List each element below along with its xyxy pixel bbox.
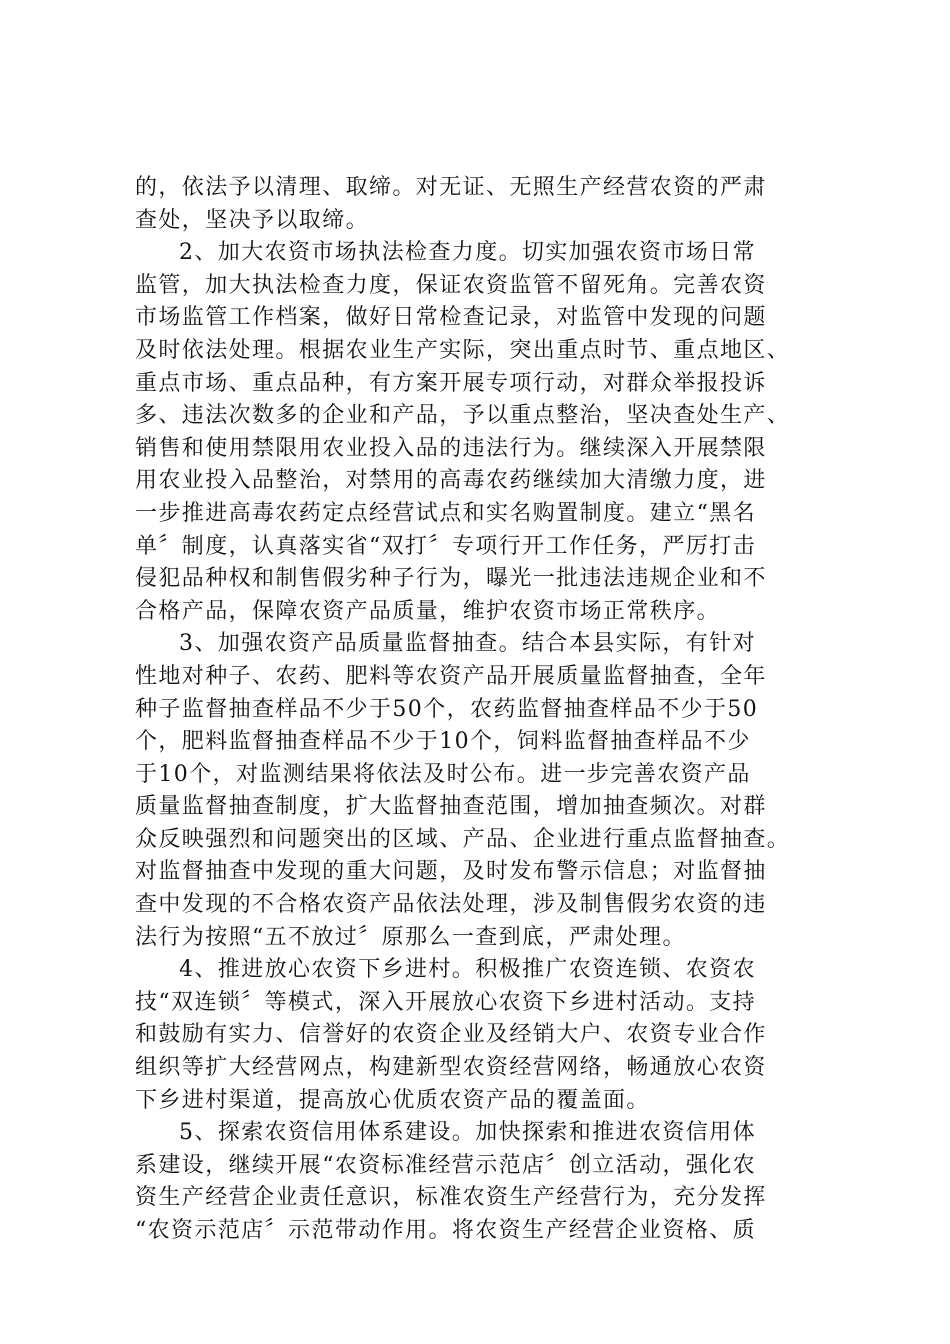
document-body bbox=[135, 172, 825, 1248]
text-line: 侵犯品种权和制售假劣种子行为，曝光一批违法违规企业和不 bbox=[135, 566, 767, 592]
text-line: 对监督抽查中发现的重大问题，及时发布警示信息；对监督抽 bbox=[135, 859, 767, 885]
section-5-heading-line: 5、探索农资信用体系建设。加快探索和推进农资信用体 bbox=[179, 1120, 756, 1146]
text-line: 用农业投入品整治，对禁用的高毒农药继续加大清缴力度，进 bbox=[135, 468, 767, 494]
text-line: 单〞制度，认真落实省“双打〞专项行开工作任务，严厉打击 bbox=[135, 533, 757, 559]
text-line: 种子监督抽查样品不少于50个，农药监督抽查样品不少于50 bbox=[135, 696, 759, 722]
text-line: 质量监督抽查制度，扩大监督抽查范围，增加抽查频次。对群 bbox=[135, 794, 767, 820]
text-line: 多、违法次数多的企业和产品，予以重点整治，坚决查处生产、 bbox=[135, 403, 791, 429]
text-line: 市场监管工作档案，做好日常检查记录，对监管中发现的问题 bbox=[135, 305, 767, 331]
text-line: 合格产品，保障农资产品质量，维护农资市场正常秩序。 bbox=[135, 598, 721, 624]
text-line: 查中发现的不合格农资产品依法处理，涉及制售假劣农资的违 bbox=[135, 892, 767, 918]
text-line: 个，肥料监督抽查样品不少于10个，饲料监督抽查样品不少 bbox=[135, 729, 751, 755]
text-line: 于10个，对监测结果将依法及时公布。进一步完善农资产品 bbox=[135, 761, 751, 787]
text-line: 系建设，继续开展“农资标准经营示范店〞创立活动，强化农 bbox=[135, 1152, 757, 1178]
text-line: 下乡进村渠道，提高放心优质农资产品的覆盖面。 bbox=[135, 1087, 650, 1113]
text-line: 性地对种子、农药、肥料等农资产品开展质量监督抽查，全年 bbox=[135, 663, 767, 689]
text-line: 资生产经营企业责任意识，标准农资生产经营行为，充分发挥 bbox=[135, 1185, 767, 1211]
text-line: 技“双连锁〞等模式，深入开展放心农资下乡进村活动。支持 bbox=[135, 989, 757, 1015]
text-line: 及时依法处理。根据农业生产实际，突出重点时节、重点地区、 bbox=[135, 337, 791, 363]
text-line: 重点市场、重点品种，有方案开展专项行动，对群众举报投诉 bbox=[135, 370, 767, 396]
text-line: 一步推进高毒农药定点经营试点和实名购置制度。建立“黑名 bbox=[135, 500, 757, 526]
text-line: 销售和使用禁限用农业投入品的违法行为。继续深入开展禁限 bbox=[135, 435, 767, 461]
text-line: “农资示范店〞示范带动作用。将农资生产经营企业资格、质 bbox=[135, 1218, 757, 1243]
section-4-heading-line: 4、推进放心农资下乡进村。积极推广农资连锁、农资农 bbox=[179, 957, 756, 983]
text-line: 法行为按照“五不放过〞原那么一查到底，严肃处理。 bbox=[135, 924, 686, 950]
section-3-heading-line: 3、加强农资产品质量监督抽查。结合本县实际，有针对 bbox=[179, 631, 756, 657]
text-line: 和鼓励有实力、信誉好的农资企业及经销大户、农资专业合作 bbox=[135, 1022, 767, 1048]
text-line: 的，依法予以清理、取缔。对无证、无照生产经营农资的严肃 bbox=[135, 175, 767, 200]
section-2-heading-line: 2、加大农资市场执法检查力度。切实加强农资市场日常 bbox=[179, 240, 756, 266]
text-line: 查处，坚决予以取缔。 bbox=[135, 207, 370, 233]
text-line: 组织等扩大经营网点，构建新型农资经营网络，畅通放心农资 bbox=[135, 1055, 767, 1081]
text-line: 众反映强烈和问题突出的区域、产品、企业进行重点监督抽查。 bbox=[135, 826, 791, 852]
text-line: 监管，加大执法检查力度，保证农资监管不留死角。完善农资 bbox=[135, 272, 767, 298]
